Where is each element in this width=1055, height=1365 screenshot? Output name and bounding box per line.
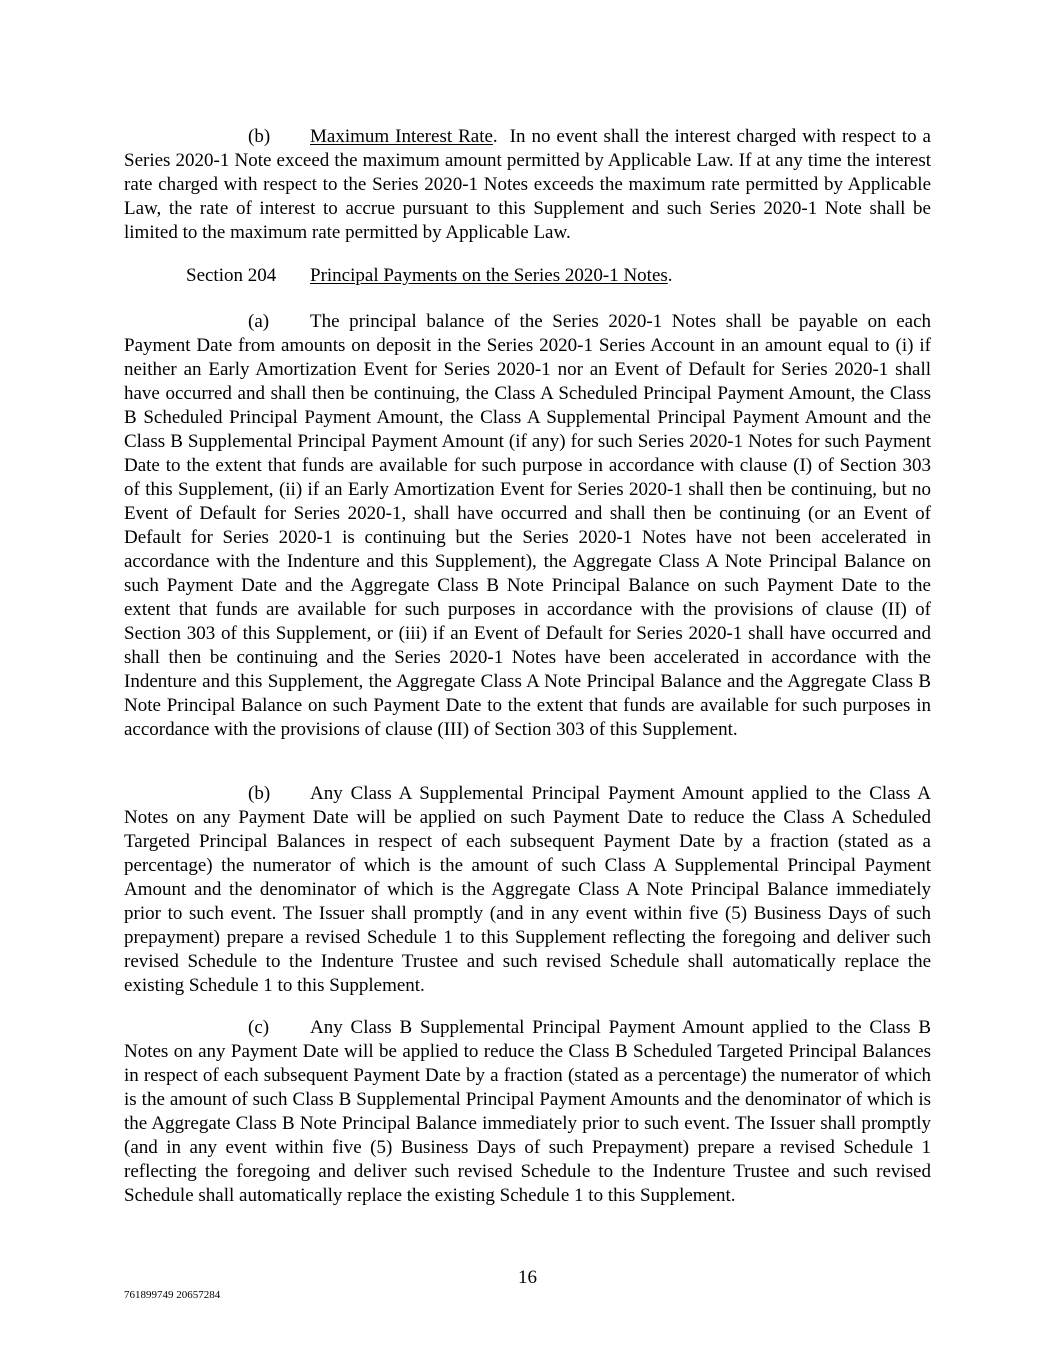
paragraph-label: (b) <box>248 126 271 147</box>
paragraph-label: (c) <box>248 1017 270 1038</box>
document-id: 761899749 20657284 <box>124 1289 221 1301</box>
section-number: Section 204 <box>186 265 277 286</box>
section-heading <box>186 264 931 288</box>
paragraph-a <box>124 310 931 742</box>
section-title-punctuation: . <box>667 265 673 286</box>
paragraph-c <box>124 1016 931 1208</box>
paragraph-label: (a) <box>248 311 270 332</box>
heading-punctuation: . <box>492 126 498 147</box>
section-title: Principal Payments on the Series 2020-1 Notes <box>310 265 668 286</box>
paragraph-text: In no event shall the interest charged with respect to a Series 2020-1 Note exceed the maximum amount permitted by Applicable Law. If at any time the interest rate charged with respect to the Series 2020-1 Notes exceeds the maximum rate permitted by Applicable Law, the rate of interest to accrue pursuant to this Supplement and such Series 2020-1 Note shall be limited to the maximum rate permitted by Applicable Law. <box>124 126 931 243</box>
paragraph-label: (b) <box>248 783 271 804</box>
paragraph-text: Any Class B Supplemental Principal Payment Amount applied to the Class B Notes on any Payment Date will be applied to reduce the Class B Scheduled Targeted Principal Balances in respect of each subsequent Payment Date by a fraction (stated as a percentage) the numerator of which is the amount of such Class B Supplemental Principal Payment Amounts and the denominator of which is the Aggregate Class B Note Principal Balance immediately prior to such event. The Issuer shall promptly (and in any event within five (5) Business Days of such Prepayment) prepare a revised Schedule 1 reflecting the foregoing and deliver such revised Schedule to the Indenture Trustee and such revised Schedule shall automatically replace the existing Schedule 1 to this Supplement. <box>124 1017 931 1206</box>
paragraph-text: Any Class A Supplemental Principal Payment Amount applied to the Class A Notes on any Payment Date will be applied on such Payment Date to reduce the Class A Scheduled Targeted Principal Balances in respect of each subsequent Payment Date by a fraction (stated as a percentage) the numerator of which is the amount of such Class A Supplemental Principal Payment Amount and the denominator of which is the Aggregate Class A Note Principal Balance immediately prior to such event. The Issuer shall promptly (and in any event within five (5) Business Days of such prepayment) prepare a revised Schedule 1 to this Supplement reflecting the foregoing and deliver such revised Schedule to the Indenture Trustee and such revised Schedule shall automatically replace the existing Schedule 1 to this Supplement. <box>124 783 931 996</box>
paragraph-maximum-interest-rate <box>124 125 931 245</box>
page-number: 16 <box>518 1267 537 1288</box>
paragraph-heading: Maximum Interest Rate <box>310 126 493 147</box>
paragraph-text: The principal balance of the Series 2020-1 Notes shall be payable on each Payment Date from amounts on deposit in the Series 2020-1 Series Account in an amount equal to (i) if neither an Early Amortization Event for Series 2020-1 nor an Event of Default for Series 2020-1 shall have occurred and shall then be continuing, the Class A Scheduled Principal Payment Amount, the Class B Scheduled Principal Payment Amount, the Class A Supplemental Principal Payment Amount and the Class B Supplemental Principal Payment Amount (if any) for such Series 2020-1 Notes for such Payment Date to the extent that funds are available for such purpose in accordance with clause (I) of Section 303 of this Supplement, (ii) if an Early Amortization Event for Series 2020-1 shall then be continuing, but no Event of Default for Series 2020-1, shall have occurred and shall then be continuing (or an Event of Default for Series 2020-1 is continuing but the Series 2020-1 Notes have not been accelerated in accordance with the Indenture and this Supplement), the Aggregate Class A Note Principal Balance on such Payment Date and the Aggregate Class B Note Principal Balance on such Payment Date to the extent that funds are available for such purposes in accordance with the provisions of clause (II) of Section 303 of this Supplement, or (iii) if an Event of Default for Series 2020-1 shall have occurred and shall then be continuing and the Series 2020-1 Notes have been accelerated in accordance with the Indenture and this Supplement, the Aggregate Class A Note Principal Balance and the Aggregate Class B Note Principal Balance on such Payment Date to the extent that funds are available for such purposes in accordance with the provisions of clause (III) of Section 303 of this Supplement. <box>124 311 931 740</box>
paragraph-b <box>124 782 931 998</box>
